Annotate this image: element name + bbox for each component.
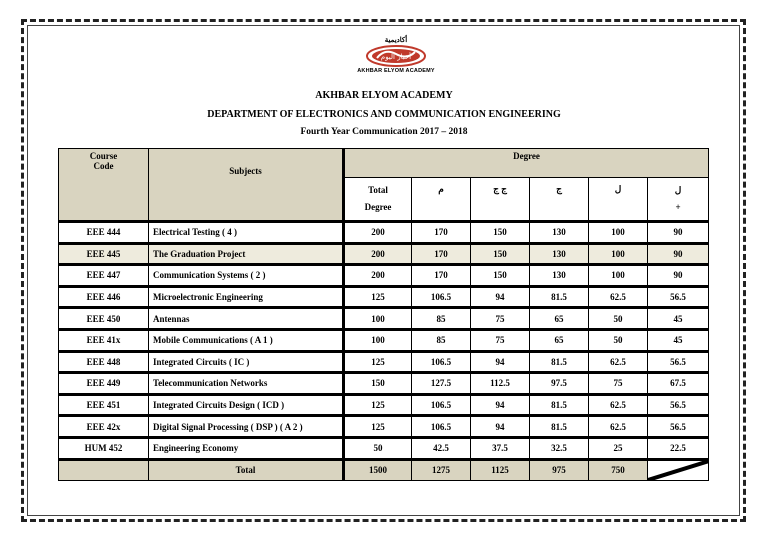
institution-title: AKHBAR ELYOM ACADEMY [315, 90, 453, 101]
grade-5-cell: 45 [648, 329, 709, 351]
grade-5-cell: 67.5 [648, 373, 709, 395]
subject-cell: Integrated Circuits ( IC ) [149, 351, 344, 373]
grade-3-cell: 130 [530, 265, 589, 287]
grade-1-cell: 106.5 [412, 286, 471, 308]
logo-english-text: AKHBAR ELYOM ACADEMY [357, 68, 435, 74]
total-degree-cell: 100 [344, 329, 412, 351]
grade-3-cell: 65 [530, 308, 589, 330]
grade-1-cell: 42.5 [412, 437, 471, 459]
subject-cell: Microelectronic Engineering [149, 286, 344, 308]
grade-2-cell: 150 [471, 243, 530, 265]
grade-4-cell: 25 [589, 437, 648, 459]
grade-3-cell: 130 [530, 243, 589, 265]
department-title: DEPARTMENT OF ELECTRONICS AND COMMUNICATION ENGINEERING [207, 109, 561, 120]
logo-arabic-top: أكاديمية [384, 36, 408, 44]
subject-cell: Mobile Communications ( A 1 ) [149, 329, 344, 351]
subject-cell: Telecommunication Networks [149, 373, 344, 395]
subject-cell: Engineering Economy [149, 437, 344, 459]
grade-4-cell: 75 [589, 373, 648, 395]
course-code-cell: EEE 42x [59, 416, 149, 438]
header-grade-5: ل + [648, 178, 709, 222]
grade-4-cell: 50 [589, 308, 648, 330]
grade-1-cell: 106.5 [412, 416, 471, 438]
grades-table [58, 148, 709, 481]
grade-2-cell: 75 [471, 329, 530, 351]
grade-4-cell: 100 [589, 243, 648, 265]
subject-cell: Electrical Testing ( 4 ) [149, 222, 344, 244]
total-degree-cell: 150 [344, 373, 412, 395]
total-grade-5-empty [648, 459, 709, 480]
grade-5-cell: 56.5 [648, 416, 709, 438]
header-grade-3: ج [530, 178, 589, 222]
course-code-cell: EEE 451 [59, 394, 149, 416]
total-degree-cell: 200 [344, 222, 412, 244]
course-code-cell: EEE 445 [59, 243, 149, 265]
grade-1-cell: 106.5 [412, 394, 471, 416]
table-row [59, 373, 709, 395]
grade-5-cell: 90 [648, 222, 709, 244]
course-code-cell: EEE 450 [59, 308, 149, 330]
total-grade-3: 975 [530, 459, 589, 480]
subject-cell: Integrated Circuits Design ( ICD ) [149, 394, 344, 416]
grade-4-cell: 100 [589, 265, 648, 287]
subject-cell: The Graduation Project [149, 243, 344, 265]
course-code-cell: EEE 444 [59, 222, 149, 244]
total-degree-sum: 1500 [344, 459, 412, 480]
total-degree-cell: 125 [344, 394, 412, 416]
grade-1-cell: 170 [412, 243, 471, 265]
total-degree-cell: 200 [344, 265, 412, 287]
grade-3-cell: 81.5 [530, 416, 589, 438]
table-row [59, 437, 709, 459]
total-grade-2: 1125 [471, 459, 530, 480]
grade-1-cell: 85 [412, 308, 471, 330]
grade-1-cell: 106.5 [412, 351, 471, 373]
header-degree: Degree [344, 149, 709, 178]
total-degree-cell: 50 [344, 437, 412, 459]
grade-3-cell: 32.5 [530, 437, 589, 459]
total-row-code [59, 459, 149, 480]
total-grade-1: 1275 [412, 459, 471, 480]
table-row [59, 329, 709, 351]
grade-2-cell: 75 [471, 308, 530, 330]
total-label: Total [149, 459, 344, 480]
total-row [59, 459, 709, 480]
header-grade-1: م [412, 178, 471, 222]
grade-5-cell: 90 [648, 243, 709, 265]
grade-1-cell: 170 [412, 222, 471, 244]
grade-2-cell: 94 [471, 351, 530, 373]
course-code-cell: EEE 449 [59, 373, 149, 395]
table-row [59, 394, 709, 416]
course-code-cell: EEE 41x [59, 329, 149, 351]
logo-arabic-main: أخبار اليوم [380, 53, 412, 61]
total-degree-cell: 100 [344, 308, 412, 330]
header-total-degree: Total Degree [344, 178, 412, 222]
total-degree-cell: 125 [344, 416, 412, 438]
diagonal-slash-icon [648, 461, 709, 480]
grade-3-cell: 81.5 [530, 394, 589, 416]
grade-2-cell: 37.5 [471, 437, 530, 459]
grade-2-cell: 94 [471, 286, 530, 308]
course-code-cell: EEE 447 [59, 265, 149, 287]
subject-cell: Digital Signal Processing ( DSP ) ( A 2 ) [149, 416, 344, 438]
grade-4-cell: 62.5 [589, 416, 648, 438]
grade-2-cell: 150 [471, 222, 530, 244]
header-grade-2: ج ج [471, 178, 530, 222]
grade-2-cell: 150 [471, 265, 530, 287]
grade-4-cell: 100 [589, 222, 648, 244]
grade-5-cell: 45 [648, 308, 709, 330]
grade-2-cell: 112.5 [471, 373, 530, 395]
subject-cell: Antennas [149, 308, 344, 330]
grade-5-cell: 90 [648, 265, 709, 287]
table-row [59, 308, 709, 330]
grade-3-cell: 97.5 [530, 373, 589, 395]
total-degree-cell: 200 [344, 243, 412, 265]
grade-5-cell: 56.5 [648, 394, 709, 416]
total-grade-4: 750 [589, 459, 648, 480]
grade-5-cell: 56.5 [648, 286, 709, 308]
grade-5-cell: 22.5 [648, 437, 709, 459]
grade-4-cell: 62.5 [589, 286, 648, 308]
table-row [59, 351, 709, 373]
grade-4-cell: 62.5 [589, 394, 648, 416]
table-row [59, 243, 709, 265]
table-row [59, 286, 709, 308]
header-grade-4: ل [589, 178, 648, 222]
grade-2-cell: 94 [471, 416, 530, 438]
table-header-row [59, 149, 709, 178]
grade-5-cell: 56.5 [648, 351, 709, 373]
grade-2-cell: 94 [471, 394, 530, 416]
grade-3-cell: 81.5 [530, 351, 589, 373]
grade-4-cell: 50 [589, 329, 648, 351]
course-code-cell: HUM 452 [59, 437, 149, 459]
logo-emblem-icon [365, 44, 427, 68]
header-course-code: Course Code [59, 149, 149, 222]
grade-1-cell: 170 [412, 265, 471, 287]
total-degree-cell: 125 [344, 351, 412, 373]
subject-cell: Communication Systems ( 2 ) [149, 265, 344, 287]
grade-3-cell: 130 [530, 222, 589, 244]
grade-3-cell: 81.5 [530, 286, 589, 308]
course-code-cell: EEE 446 [59, 286, 149, 308]
table-row [59, 222, 709, 244]
grade-3-cell: 65 [530, 329, 589, 351]
course-code-cell: EEE 448 [59, 351, 149, 373]
table-row [59, 265, 709, 287]
program-title: Fourth Year Communication 2017 – 2018 [300, 127, 468, 137]
header-subjects: Subjects [149, 149, 344, 222]
grade-1-cell: 127.5 [412, 373, 471, 395]
academy-logo [340, 36, 452, 80]
grade-4-cell: 62.5 [589, 351, 648, 373]
total-degree-cell: 125 [344, 286, 412, 308]
grade-1-cell: 85 [412, 329, 471, 351]
table-row [59, 416, 709, 438]
